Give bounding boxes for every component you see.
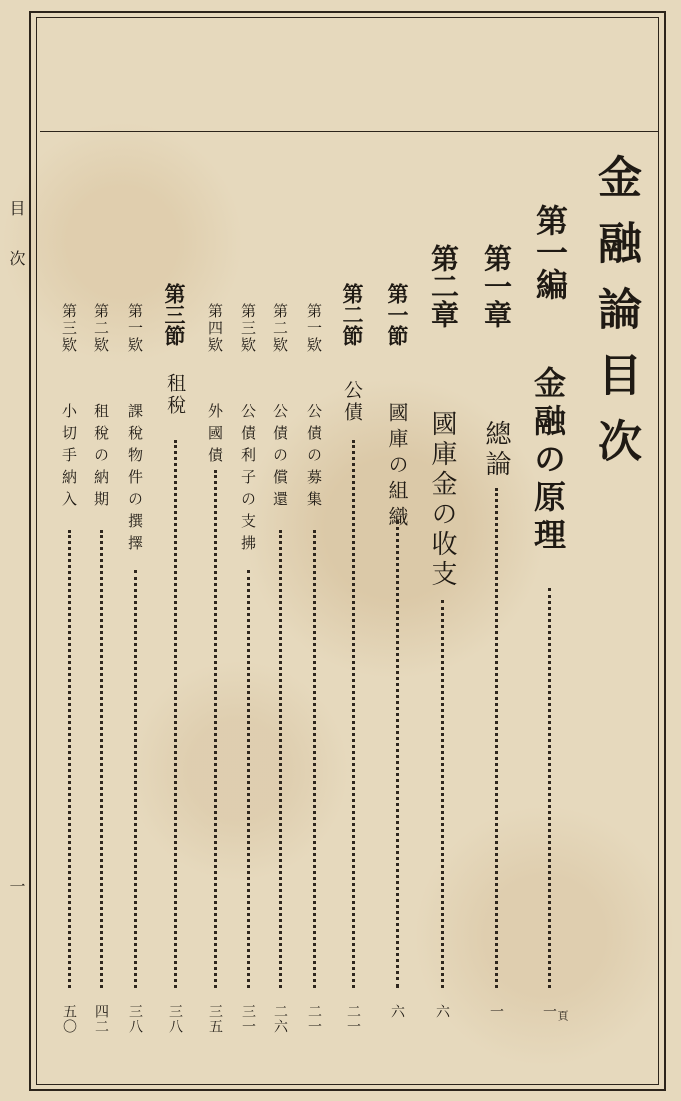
chapter-1-label: 第一章 [480,244,513,328]
item-4-label: 第四欵 [206,303,224,354]
header-rule [40,131,658,132]
item-5-leader [134,570,137,988]
part-leader [548,588,551,988]
section-1-title: 國庫の組織 [385,402,409,532]
chapter-2-label: 第二章 [427,244,460,328]
item-2-label: 第二欵 [271,303,289,354]
chapter-1-leader [495,488,498,988]
item-6-title: 租稅の納期 [92,403,110,513]
item-7-title: 小切手納入 [60,403,78,513]
section-3-title: 租稅 [164,373,186,417]
item-2-title: 公債の償還 [271,403,289,513]
item-4-page: 三五 [207,1004,223,1034]
item-5-label: 第一欵 [126,303,144,354]
item-3-page: 三一 [240,1004,256,1034]
section-2-leader [352,440,355,988]
item-5-page: 三八 [127,1004,143,1034]
section-1-label: 第一節 [385,283,410,346]
chapter-1-title: 總論 [481,420,511,480]
item-3-title: 公債利子の支拂 [239,403,257,557]
item-1-page: 二一 [306,1004,322,1034]
margin-label: 目次 [7,200,26,300]
item-6-leader [100,530,103,988]
item-6-label: 第二欵 [92,303,110,354]
margin-page-number: 一 [7,878,26,894]
item-3-label: 第三欵 [239,303,257,354]
item-2-leader [279,530,282,988]
chapter-2-leader [441,600,444,988]
chapter-1-page: 一 [488,1004,504,1019]
item-7-label: 第三欵 [60,303,78,354]
section-2-label: 第二節 [340,283,365,346]
part-page: 一 [541,1004,557,1019]
item-4-title: 外國債 [206,403,224,469]
section-3-page: 三八 [167,1004,183,1034]
part-title: 金融の原理 [529,366,567,556]
item-1-label: 第一欵 [305,303,323,354]
section-3-label: 第三節 [162,283,187,346]
chapter-2-title: 國庫金の收支 [427,410,457,590]
section-1-page: 六 [389,1004,405,1019]
section-3-leader [174,440,177,988]
item-6-page: 四二 [93,1004,109,1034]
item-4-leader [214,470,217,988]
item-3-leader [247,570,250,988]
item-1-title: 公債の募集 [305,403,323,513]
item-1-leader [313,530,316,988]
page-header: 頁 [556,1010,569,1022]
item-7-page: 五〇 [61,1004,77,1034]
chapter-2-page: 六 [434,1004,450,1019]
section-2-title: 公債 [341,380,363,424]
section-1-leader [396,520,399,988]
item-2-page: 二六 [272,1004,288,1034]
part-label: 第一編 [531,204,569,300]
item-5-title: 課稅物件の撰擇 [126,403,144,557]
section-2-page: 二一 [345,1004,361,1034]
item-7-leader [68,530,71,988]
page-title: 金融論目次 [590,154,641,484]
